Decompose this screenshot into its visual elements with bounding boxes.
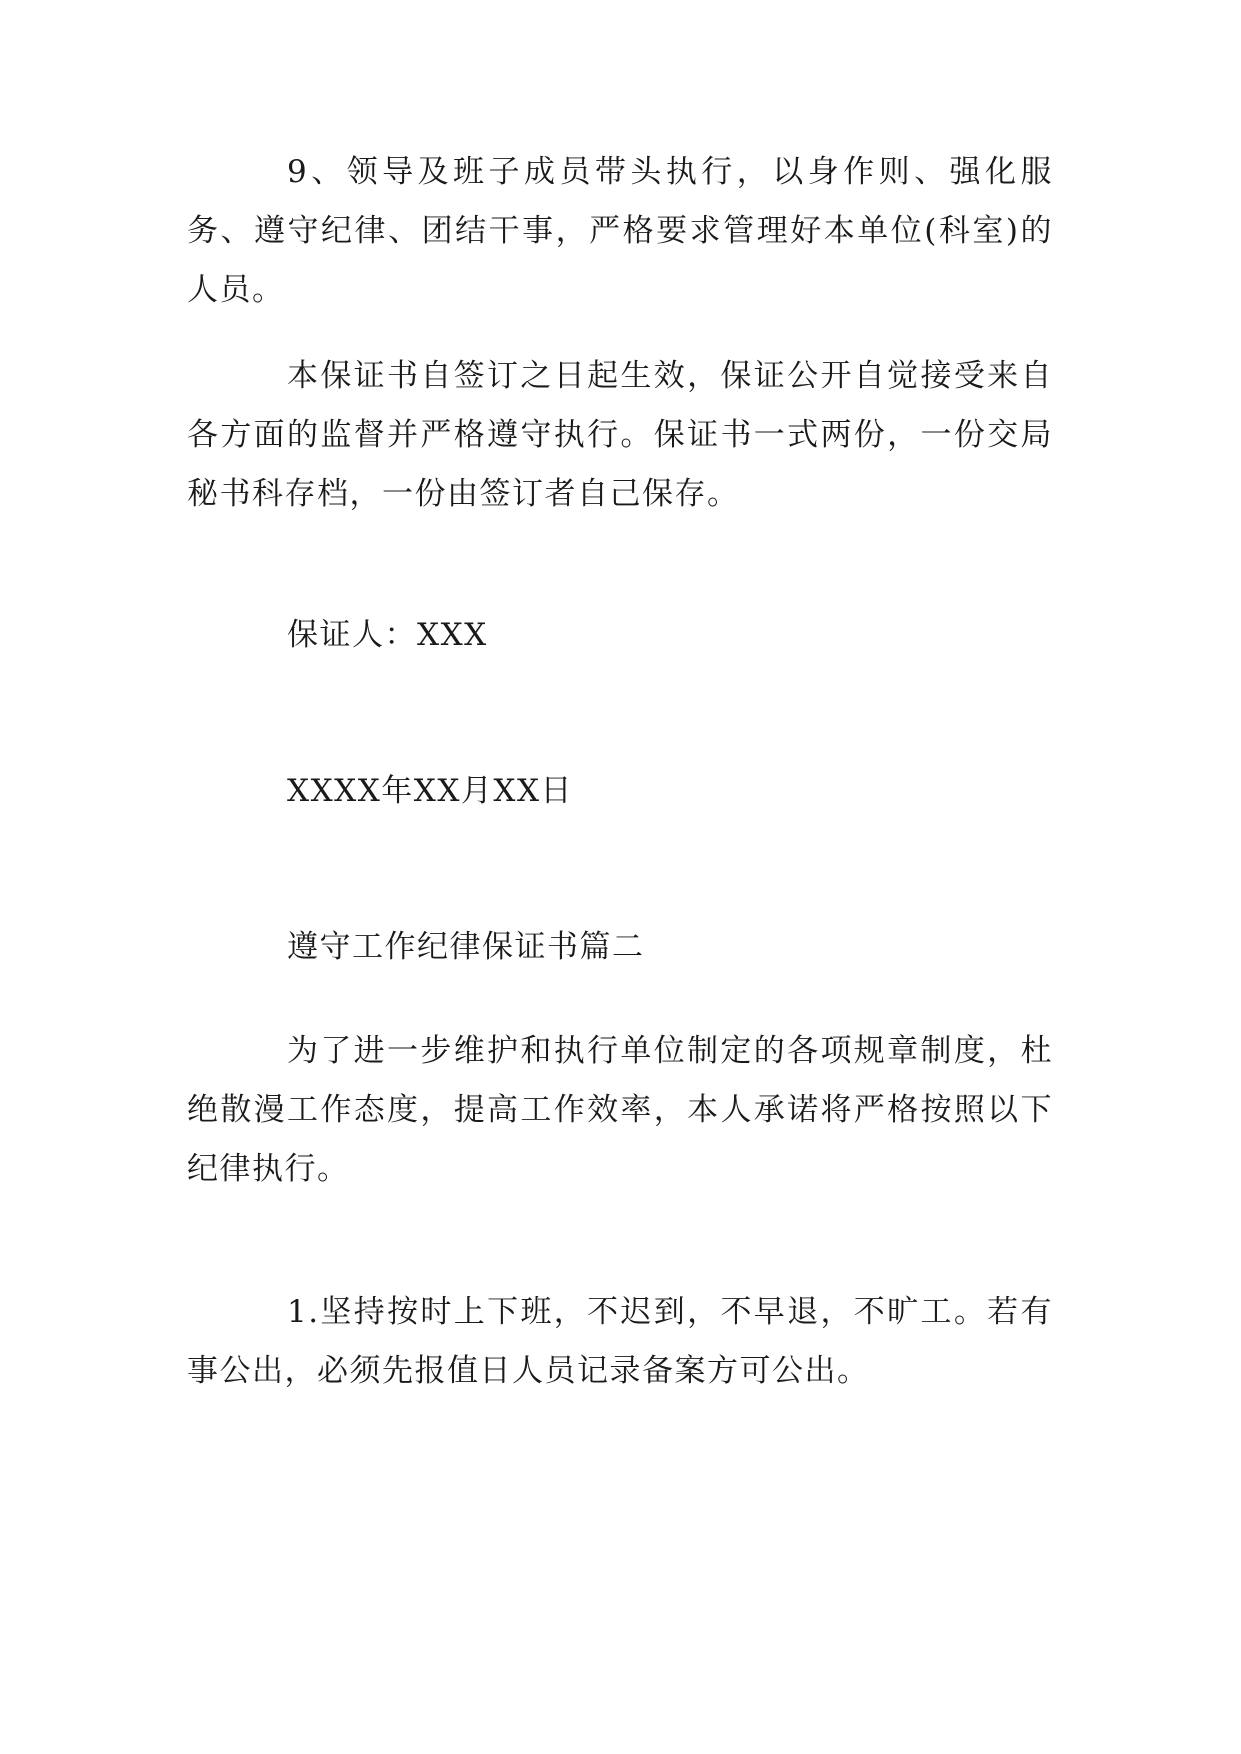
date-line: XXXX年XX月XX日 [287, 773, 574, 809]
section-title: 遵守工作纪律保证书篇二 [287, 929, 645, 965]
paragraph-item-9: 9、领导及班子成员带头执行，以身作则、强化服务、遵守纪律、团结干事，严格要求管理好本单位(科室)的人员。 [187, 154, 1053, 308]
guarantor-line: 保证人：XXX [287, 617, 488, 653]
paragraph-effective-clause: 本保证书自签订之日起生效，保证公开自觉接受来自各方面的监督并严格遵守执行。保证书一式两份，一份交局秘书科存档，一份由签订者自己保存。 [187, 358, 1053, 512]
paragraph-intro: 为了进一步维护和执行单位制定的各项规章制度，杜绝散漫工作态度，提高工作效率，本人承诺将严格按照以下纪律执行。 [187, 1033, 1053, 1187]
paragraph-item-1: 1.坚持按时上下班，不迟到，不早退，不旷工。若有事公出，必须先报值日人员记录备案方可公出。 [187, 1294, 1053, 1389]
